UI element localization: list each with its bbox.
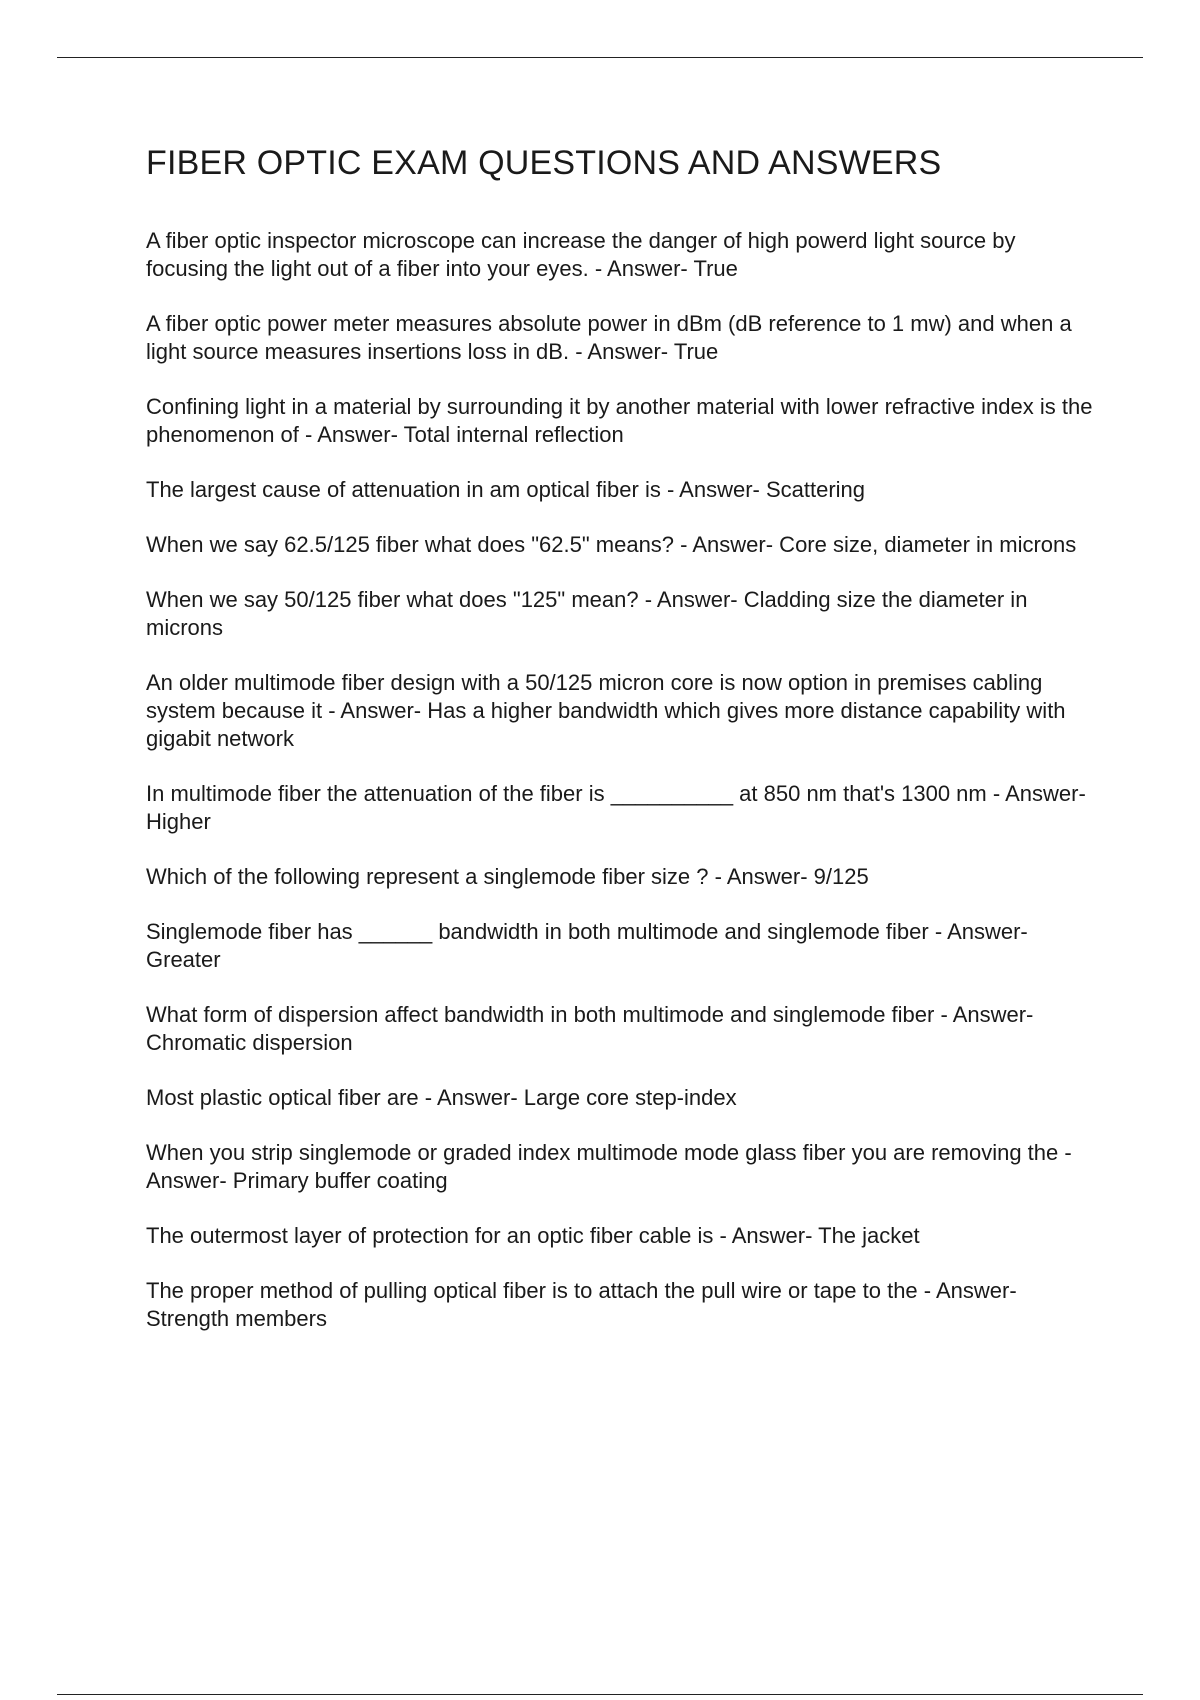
qa-item: In multimode fiber the attenuation of the fiber is __________ at 850 nm that's 1300 nm - Answer- Higher [146,781,1086,834]
qa-item: Which of the following represent a singlemode fiber size ? - Answer- 9/125 [146,864,869,889]
qa-item: The outermost layer of protection for an optic fiber cable is - Answer- The jacket [146,1223,920,1248]
qa-item: What form of dispersion affect bandwidth in both multimode and singlemode fiber - Answer- Chromatic dispersion [146,1002,1034,1055]
qa-item: When we say 62.5/125 fiber what does "62.5" means? - Answer- Core size, diameter in microns [146,532,1077,557]
qa-item: Confining light in a material by surrounding it by another material with lower refractive index is the phenomenon of - Answer- Total internal reflection [146,394,1093,447]
top-rule [57,57,1143,58]
qa-item: Singlemode fiber has ______ bandwidth in both multimode and singlemode fiber - Answer- Greater [146,919,1028,972]
document-body [146,144,1096,1360]
qa-item: The proper method of pulling optical fiber is to attach the pull wire or tape to the - Answer- Strength members [146,1278,1017,1331]
qa-list [146,227,1096,1333]
document-title: FIBER OPTIC EXAM QUESTIONS AND ANSWERS [146,144,942,182]
qa-item: A fiber optic power meter measures absolute power in dBm (dB reference to 1 mw) and when a light source measures insertions loss in dB. - Answer- True [146,311,1072,364]
qa-item: An older multimode fiber design with a 50/125 micron core is now option in premises cabling system because it - Answer- Has a higher bandwidth which gives more distance capability with gigabit network [146,670,1066,751]
qa-item: When we say 50/125 fiber what does "125" mean? - Answer- Cladding size the diameter in microns [146,587,1028,640]
qa-item: When you strip singlemode or graded index multimode mode glass fiber you are removing the - Answer- Primary buffer coating [146,1140,1072,1193]
bottom-rule [57,1694,1143,1695]
qa-item: Most plastic optical fiber are - Answer- Large core step-index [146,1085,737,1110]
qa-item: A fiber optic inspector microscope can increase the danger of high powerd light source by focusing the light out of a fiber into your eyes. - Answer- True [146,228,1016,281]
qa-item: The largest cause of attenuation in am optical fiber is - Answer- Scattering [146,477,866,502]
